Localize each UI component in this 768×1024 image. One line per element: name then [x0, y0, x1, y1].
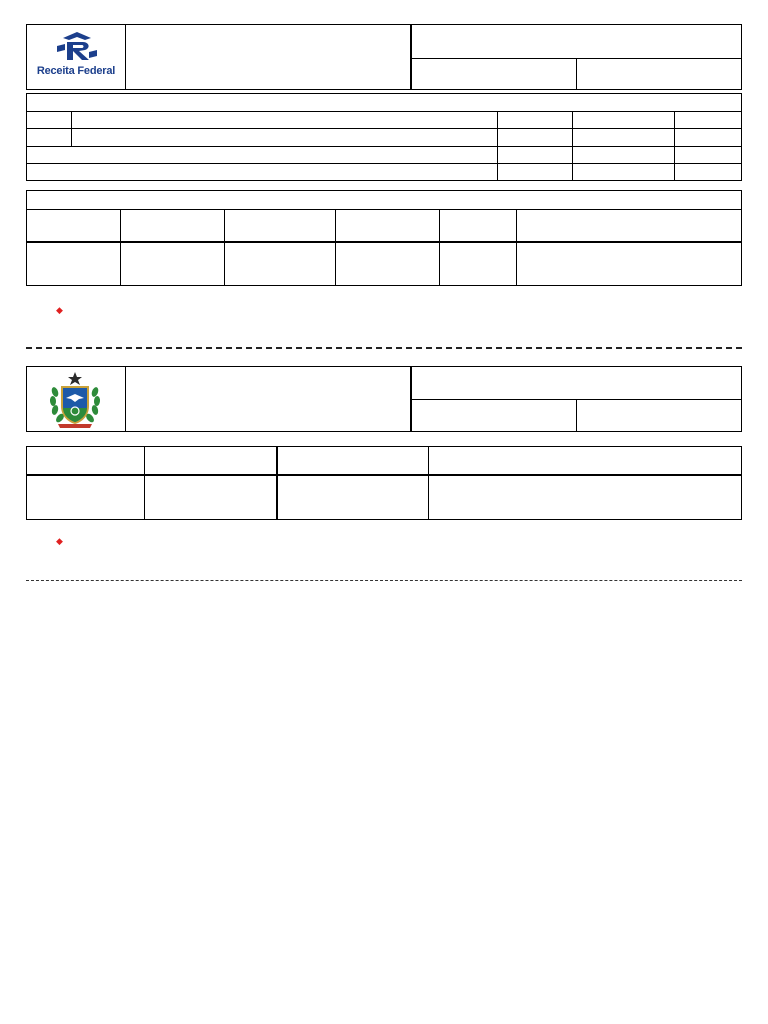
- divider: [120, 209, 121, 286]
- divider: [516, 209, 517, 286]
- divider: [26, 163, 742, 164]
- divider: [144, 446, 145, 520]
- divider: [410, 24, 412, 90]
- divider: [71, 111, 72, 146]
- cut-line: [26, 580, 742, 581]
- divider: [276, 446, 278, 520]
- divider: [224, 209, 225, 286]
- divider: [576, 399, 577, 432]
- divider: [576, 58, 577, 90]
- divider: [125, 24, 126, 90]
- divider: [26, 111, 742, 112]
- divider: [335, 209, 336, 286]
- rio-de-janeiro-coat-of-arms: [46, 370, 104, 430]
- divider: [125, 366, 126, 432]
- coat-of-arms-icon: [46, 370, 104, 430]
- receita-header: [26, 24, 742, 90]
- divider: [26, 474, 742, 476]
- payment-values-table: [26, 190, 742, 286]
- cut-line: [26, 347, 742, 349]
- divider: [428, 446, 429, 520]
- divider: [497, 111, 498, 181]
- divider: [26, 146, 742, 147]
- receita-emblem-icon: [27, 30, 125, 66]
- state-values-table: [26, 446, 742, 520]
- divider: [26, 241, 742, 243]
- receita-federal-logo: [27, 30, 125, 86]
- red-diamond-icon: ◆: [56, 536, 63, 546]
- divider: [26, 128, 742, 129]
- divider: [26, 209, 742, 210]
- taxpayer-info-table: [26, 93, 742, 181]
- divider: [674, 111, 675, 181]
- red-diamond-icon: ◆: [56, 305, 63, 315]
- receita-federal-wordmark: Receita Federal: [36, 65, 116, 77]
- divider: [572, 111, 573, 181]
- divider: [439, 209, 440, 286]
